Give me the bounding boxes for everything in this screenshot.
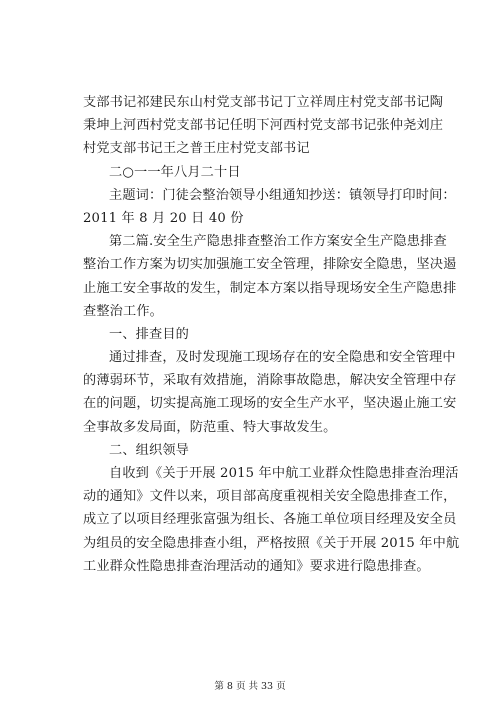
text-line: 整治工作方案为切实加强施工安全管理，排除安全隐患，坚决遏 — [83, 257, 457, 273]
text-line: 的薄弱环节，采取有效措施，消除事故隐患，解决安全管理中存 — [83, 373, 457, 389]
text-line: 查整治工作。 — [83, 303, 164, 319]
text-line: 一、排查目的 — [109, 326, 190, 342]
text-line: 通过排查，及时发现施工现场存在的安全隐患和安全管理中 — [109, 350, 456, 366]
text-line: 工业群众性隐患排查治理活动的通知》要求进行隐患排查。 — [83, 558, 430, 574]
text-line: 秉坤上河西村党支部书记任明下河西村党支部书记张仲尧刘庄 — [83, 118, 444, 134]
document-body — [83, 91, 460, 578]
text-line: 二、组织领导 — [109, 442, 190, 458]
text-line: 支部书记祁建民东山村党支部书记丁立祥周庄村党支部书记陶 — [83, 95, 444, 110]
text-line: 第二篇.安全生产隐患排查整治工作方案安全生产隐患排查 — [109, 234, 447, 250]
page-footer: 第 8 页 共 33 页 — [214, 681, 286, 692]
text-line: 全事故多发局面，防范重、特大事故发生。 — [83, 419, 337, 435]
text-line: 在的问题，切实提高施工现场的安全生产水平，坚决遏止施工安 — [83, 396, 457, 412]
text-line: 主题词：门徒会整治领导小组通知抄送：镇领导打印时间： — [109, 187, 456, 203]
text-line: 动的通知》文件以来，项目部高度重视相关安全隐患排查工作， — [83, 489, 457, 505]
text-line: 为组员的安全隐患排查小组，严格按照《关于开展 2015 年中航 — [83, 535, 460, 551]
text-line: 二○一一年八月二十日 — [109, 164, 241, 180]
text-line: 止施工安全事故的发生，制定本方案以指导现场安全生产隐患排 — [83, 280, 457, 296]
text-line: 自收到《关于开展 2015 年中航工业群众性隐患排查治理活 — [109, 466, 459, 481]
text-line: 2011 年 8 月 20 日 40 份 — [83, 210, 244, 226]
text-line: 村党支部书记王之普王庄村党支部书记 — [83, 141, 310, 157]
text-line: 成立了以项目经理张富强为组长、各施工单位项目经理及安全员 — [83, 512, 457, 528]
